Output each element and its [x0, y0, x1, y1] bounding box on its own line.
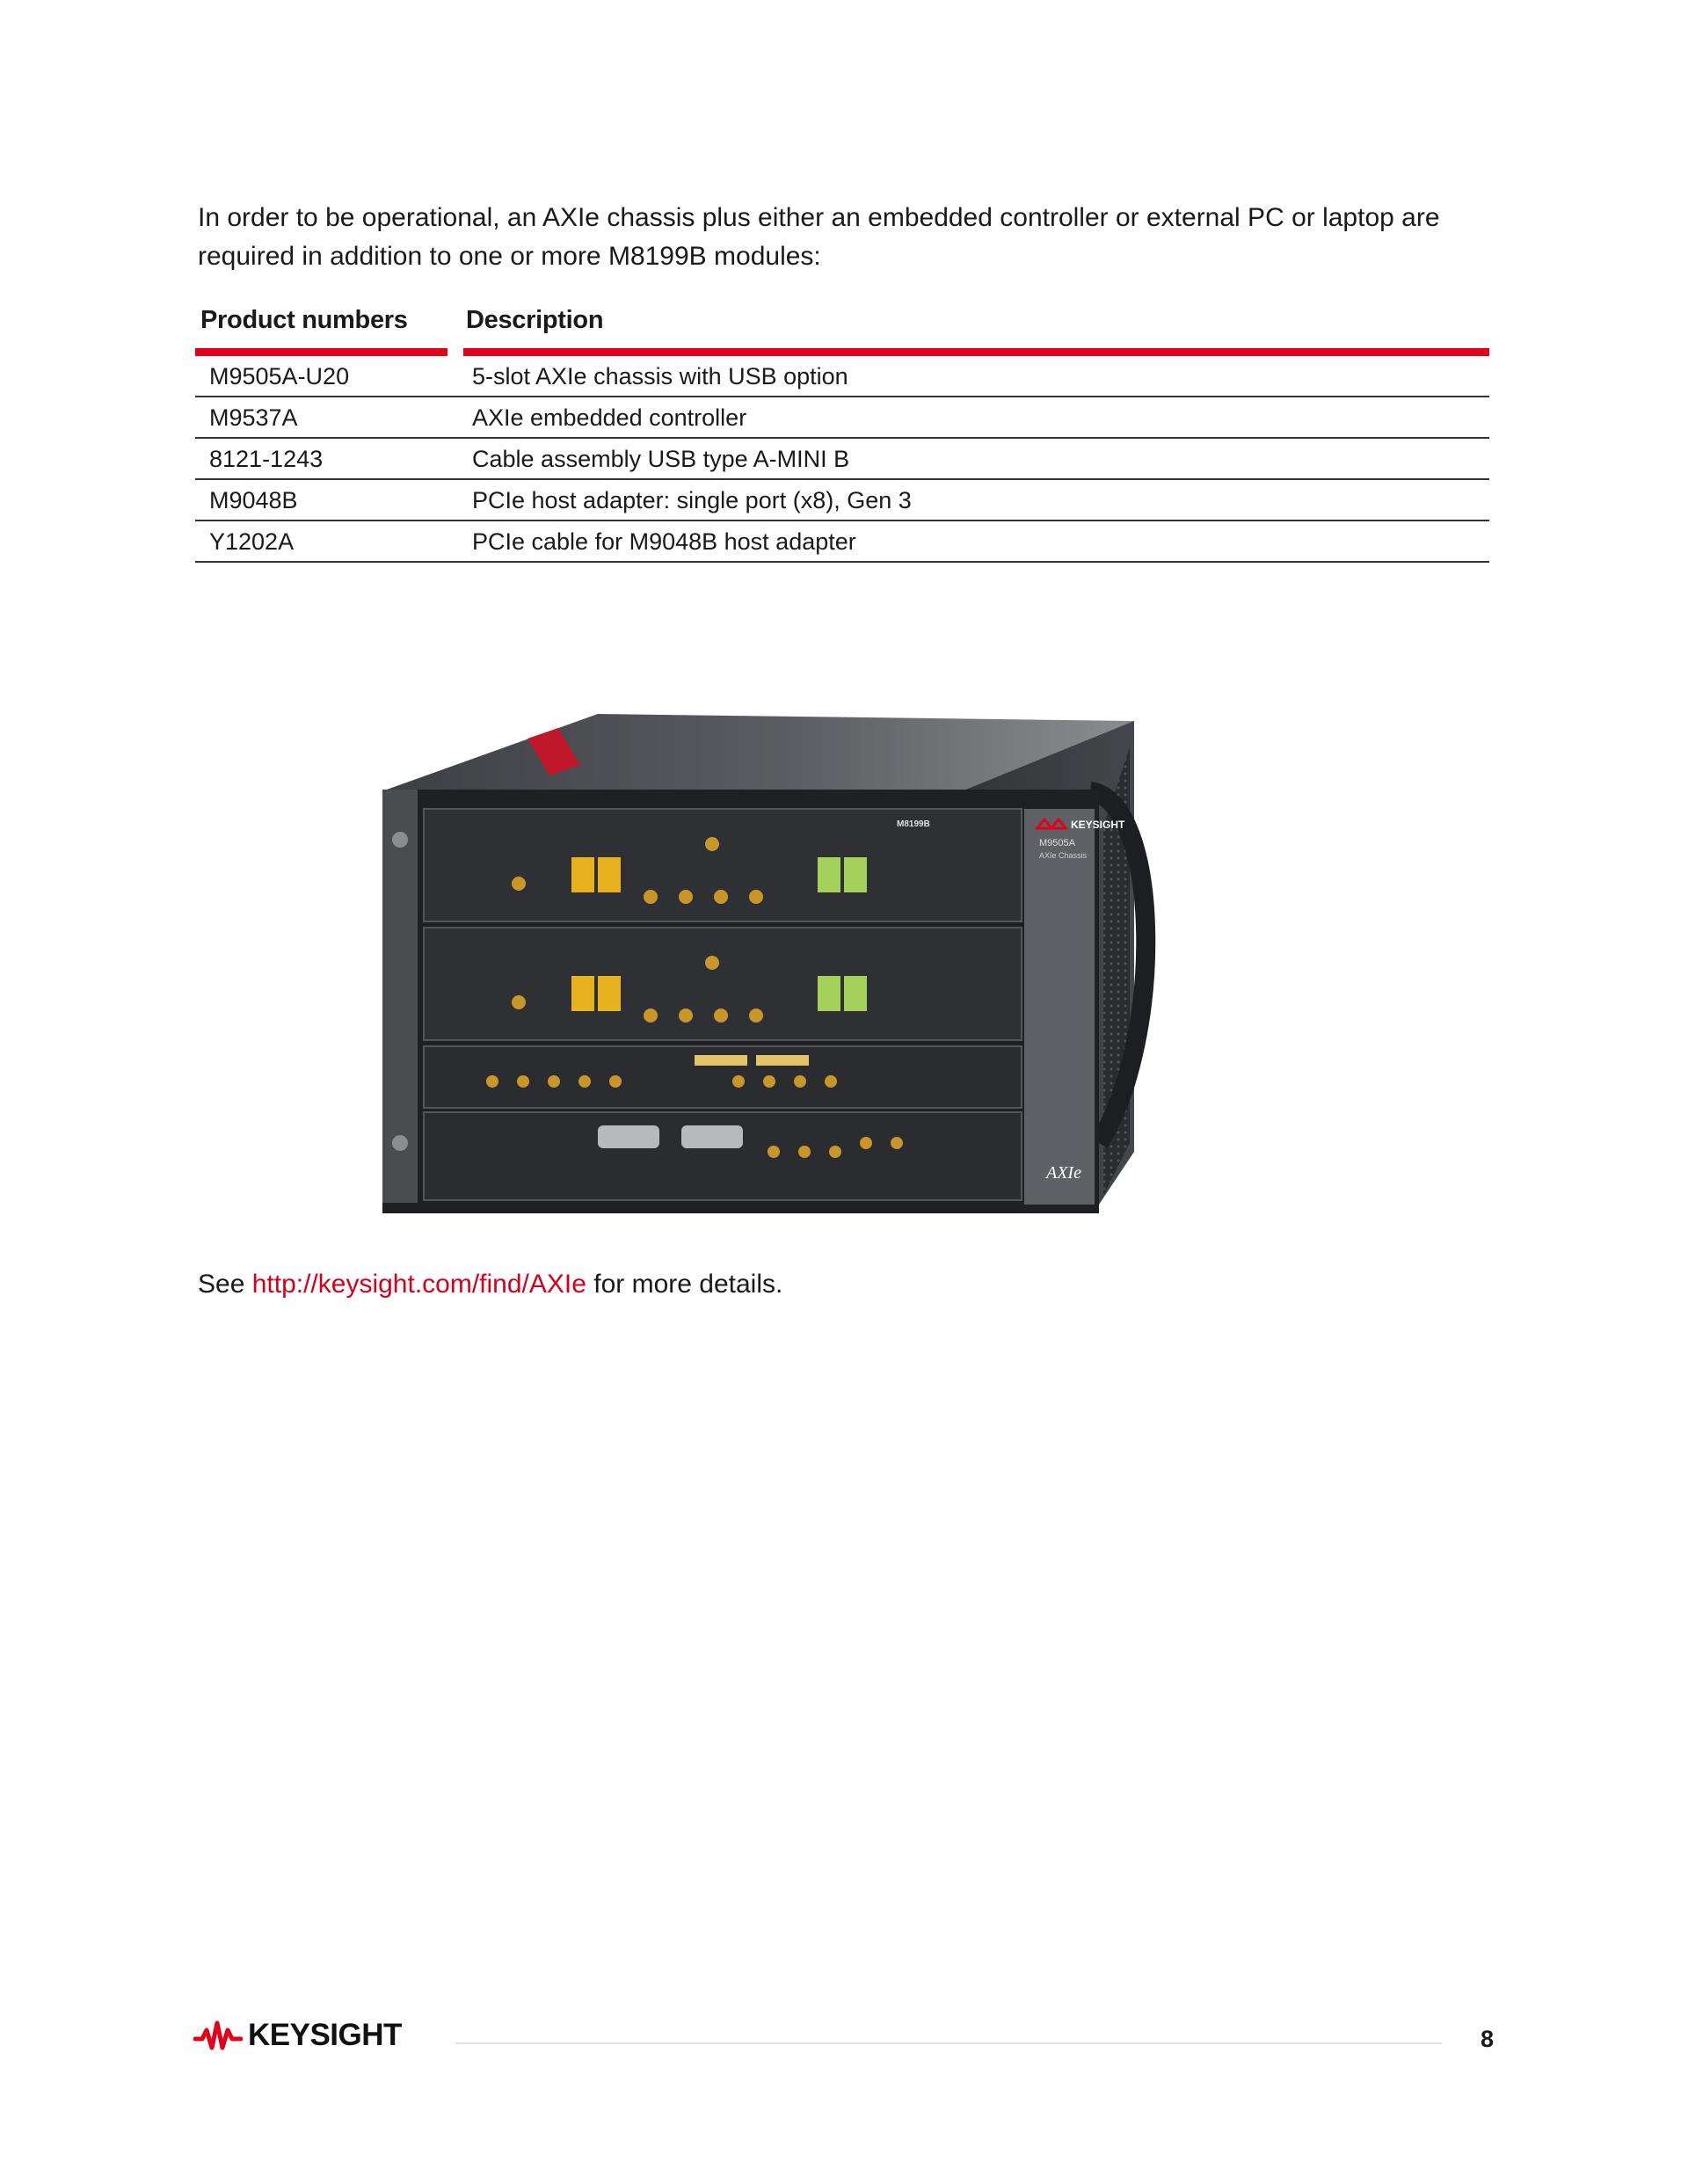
see-more-text: [198, 1267, 782, 1302]
product-number-cell: 8121-1243: [209, 446, 324, 472]
see-more-prefix: See: [198, 1270, 252, 1299]
description-cell: PCIe cable for M9048B host adapter: [472, 528, 856, 555]
intro-paragraph: In order to be operational, an AXIe chassis plus either an embedded controller or external PC or laptop are required in addition to one or more M8199B modules:: [198, 203, 1440, 271]
product-number-cell: M9048B: [209, 487, 298, 513]
header-description: Description: [466, 306, 604, 334]
header-product-numbers: Product numbers: [200, 306, 408, 334]
axie-chassis-photo: [369, 686, 1160, 1222]
footer-brand: KEYSIGHT: [248, 2018, 402, 2052]
header-rule: [463, 348, 1489, 356]
table-row: [195, 356, 1489, 397]
photo-axie-badge: AXIe: [1046, 1163, 1081, 1183]
table-row: [195, 521, 1489, 563]
page-number: 8: [1481, 2026, 1495, 2052]
product-number-cell: M9505A-U20: [209, 363, 350, 389]
table-row: [195, 480, 1489, 521]
footer-logo: [193, 2018, 402, 2053]
description-cell: AXIe embedded controller: [472, 404, 747, 431]
table-row: [195, 439, 1489, 480]
see-more-suffix: for more details.: [586, 1270, 783, 1299]
photo-chassis-label: M9505A: [1039, 838, 1075, 848]
keysight-wave-icon: [193, 2018, 243, 2053]
product-number-cell: Y1202A: [209, 528, 295, 555]
product-number-cell: M9537A: [209, 404, 298, 431]
footer-divider: [455, 2042, 1442, 2044]
photo-module-label: M8199B: [897, 819, 930, 829]
table-header: [195, 302, 1489, 352]
header-rule: [195, 348, 447, 356]
table-row: [195, 397, 1489, 439]
product-table: [195, 302, 1489, 555]
photo-top-logo: KEYSIGHT: [1071, 819, 1125, 831]
photo-chassis-sub: AXIe Chassis: [1039, 851, 1088, 860]
description-cell: PCIe host adapter: single port (x8), Gen 3: [472, 487, 912, 513]
description-cell: Cable assembly USB type A-MINI B: [472, 446, 850, 472]
description-cell: 5-slot AXIe chassis with USB option: [472, 363, 848, 389]
axie-link[interactable]: http://keysight.com/find/AXIe: [251, 1270, 586, 1299]
